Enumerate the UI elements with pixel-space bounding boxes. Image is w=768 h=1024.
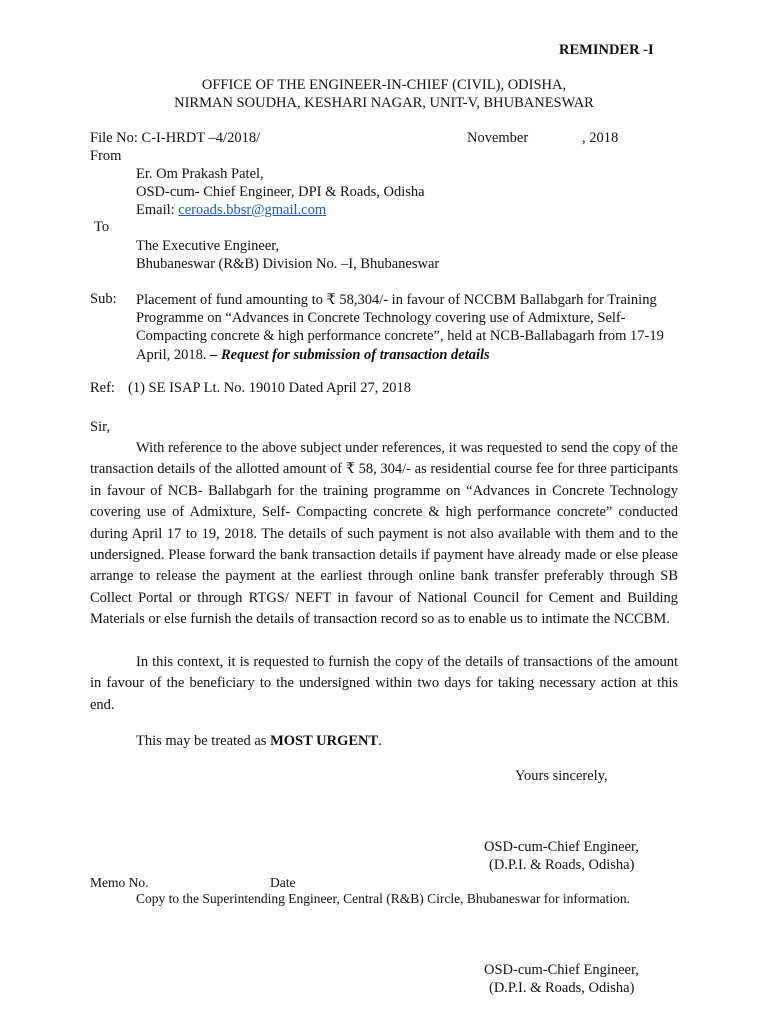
to-label: To (94, 219, 110, 235)
file-number: File No: C-I-HRDT –4/2018/ (90, 130, 261, 146)
urgent-prefix: This may be treated as (136, 733, 271, 749)
to-line-1: The Executive Engineer, (136, 238, 280, 254)
email-label: Email: (136, 202, 179, 218)
signature-line-2: (D.P.I. & Roads, Odisha) (489, 857, 635, 873)
salutation: Sir, (90, 419, 110, 435)
reminder-label: REMINDER -I (559, 42, 654, 58)
signature-line-1: OSD-cum-Chief Engineer, (484, 839, 639, 855)
memo-copy-text: Copy to the Superintending Engineer, Central (R&B) Circle, Bhubaneswar for information. (136, 891, 630, 906)
reference-text: (1) SE ISAP Lt. No. 19010 Dated April 27, 2018 (128, 380, 412, 396)
body-paragraph-1 (90, 438, 678, 631)
memo-label: Memo No. (90, 875, 149, 890)
signature2-line-2: (D.P.I. & Roads, Odisha) (489, 980, 635, 996)
body-paragraph-2-text: In this context, it is requested to furnish the copy of the details of transactions of the amount in favour of the beneficiary to the undersigned within two days for taking necessary action at this end. (90, 654, 678, 713)
body-paragraph-2 (90, 652, 678, 716)
subject-body: Placement of fund amounting to ₹ 58,304/- in favour of NCCBM Ballabgarh for Training Programme on “Advances in Concrete Technology covering use of Admixture, Self-Compacting concrete & high performance concrete”, held at NCB-Ballabagarh from 17-19 April, 2018. (136, 292, 664, 363)
from-label: From (90, 148, 122, 164)
email-link[interactable]: ceroads.bbsr@gmail.com (178, 202, 327, 218)
subject-emphasis: – Request for submission of transaction details (210, 346, 490, 363)
memo-date-label: Date (270, 875, 296, 890)
to-line-2: Bhubaneswar (R&B) Division No. –I, Bhubaneswar (136, 256, 440, 272)
closing: Yours sincerely, (515, 768, 608, 784)
office-line-2: NIRMAN SOUDHA, KESHARI NAGAR, UNIT-V, BHUBANESWAR (174, 95, 594, 111)
urgent-bold: MOST URGENT (270, 733, 379, 749)
body-paragraph-1-text: With reference to the above subject under references, it was requested to send the copy of the transaction details of the allotted amount of ₹ 58, 304/- as residential course fee for three participants in favour of NCB- Ballabgarh for the training programme on “Advances in Concrete Technology covering use of Admixture, Self- Compacting concrete & high performance concrete” conducted during April 17 to 19, 2018. The details of such payment is not also available with them and to the undersigned. Please forward the bank transaction details if payment have already made or else please arrange to release the payment at the earliest through online bank transfer preferably through SB Collect Portal or through RTGS/ NEFT in favour of National Council for Cement and Building Materials or else furnish the details of transaction record so as to enable us to intimate the NCCBM. (90, 440, 678, 628)
subject-text (136, 291, 678, 364)
signature2-line-1: OSD-cum-Chief Engineer, (484, 962, 639, 978)
urgent-line (136, 733, 382, 750)
office-line-1: OFFICE OF THE ENGINEER-IN-CHIEF (CIVIL), ODISHA, (201, 77, 567, 93)
subject-label: Sub: (90, 291, 117, 307)
from-email-line (136, 202, 326, 219)
from-name: Er. Om Prakash Patel, (136, 166, 264, 182)
urgent-suffix: . (378, 733, 382, 749)
date-month: November (467, 130, 529, 146)
date-year: , 2018 (582, 130, 619, 146)
reference-label: Ref: (90, 380, 115, 396)
from-designation: OSD-cum- Chief Engineer, DPI & Roads, Odisha (136, 184, 425, 200)
